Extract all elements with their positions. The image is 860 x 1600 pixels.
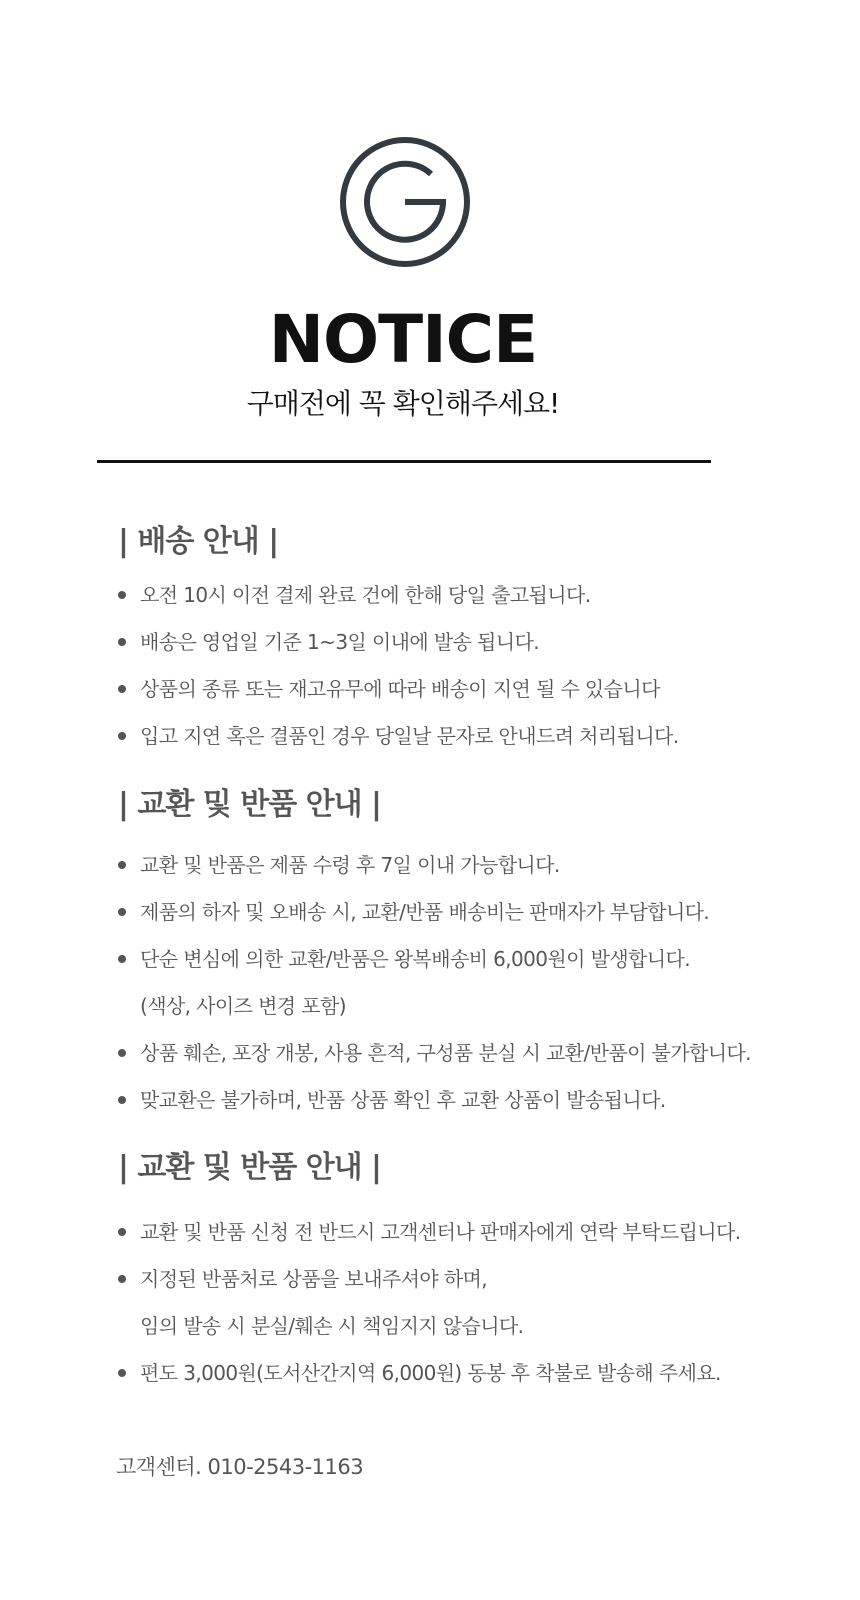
list-item: 교환 및 반품 신청 전 반드시 고객센터나 판매자에게 연락 부탁드립니다. bbox=[118, 1218, 740, 1246]
bullet-icon bbox=[118, 1228, 126, 1236]
bullet-icon bbox=[118, 591, 126, 599]
list-item: 상품의 종류 또는 재고유무에 따라 배송이 지연 될 수 있습니다 bbox=[118, 675, 660, 703]
bullet-icon bbox=[118, 1369, 126, 1377]
list-item: 단순 변심에 의한 교환/반품은 왕복배송비 6,000원이 발생합니다. bbox=[118, 945, 690, 973]
bullet-icon bbox=[118, 685, 126, 693]
bullet-icon bbox=[118, 1096, 126, 1104]
bullet-icon bbox=[118, 1049, 126, 1057]
list-item: 오전 10시 이전 결제 완료 건에 한해 당일 출고됩니다. bbox=[118, 581, 590, 609]
list-item: 맞교환은 불가하며, 반품 상품 확인 후 교환 상품이 발송됩니다. bbox=[118, 1086, 666, 1114]
bullet-icon bbox=[118, 861, 126, 869]
section-title-exchange-return: | 교환 및 반품 안내 | bbox=[118, 787, 381, 822]
list-item: 상품 훼손, 포장 개봉, 사용 흔적, 구성품 분실 시 교환/반품이 불가합니다. bbox=[118, 1039, 751, 1067]
bullet-icon bbox=[118, 1275, 126, 1283]
bullet-icon bbox=[118, 732, 126, 740]
list-item: 제품의 하자 및 오배송 시, 교환/반품 배송비는 판매자가 부담합니다. bbox=[118, 898, 709, 926]
section-title-return-procedure: | 교환 및 반품 안내 | bbox=[118, 1150, 381, 1185]
list-item-continuation: (색상, 사이즈 변경 포함) bbox=[140, 994, 346, 1018]
list-item: 편도 3,000원(도서산간지역 6,000원) 동봉 후 착불로 발송해 주세요. bbox=[118, 1359, 721, 1387]
bullet-icon bbox=[118, 908, 126, 916]
section-title-shipping: | 배송 안내 | bbox=[118, 524, 279, 559]
list-item: 교환 및 반품은 제품 수령 후 7일 이내 가능합니다. bbox=[118, 851, 560, 879]
list-item: 지정된 반품처로 상품을 보내주셔야 하며, bbox=[118, 1265, 487, 1293]
page-subtitle: 구매전에 꼭 확인해주세요! bbox=[246, 387, 560, 420]
page-title: NOTICE bbox=[268, 301, 538, 378]
list-item-continuation: 임의 발송 시 분실/훼손 시 책임지지 않습니다. bbox=[140, 1314, 524, 1338]
bullet-icon bbox=[118, 638, 126, 646]
bullet-icon bbox=[118, 955, 126, 963]
customer-center-contact: 고객센터. 010-2543-1163 bbox=[116, 1455, 364, 1479]
g-circle-logo-icon bbox=[339, 136, 471, 268]
list-item: 배송은 영업일 기준 1~3일 이내에 발송 됩니다. bbox=[118, 628, 539, 656]
list-item: 입고 지연 혹은 결품인 경우 당일날 문자로 안내드려 처리됩니다. bbox=[118, 722, 679, 750]
header-divider bbox=[97, 460, 711, 463]
